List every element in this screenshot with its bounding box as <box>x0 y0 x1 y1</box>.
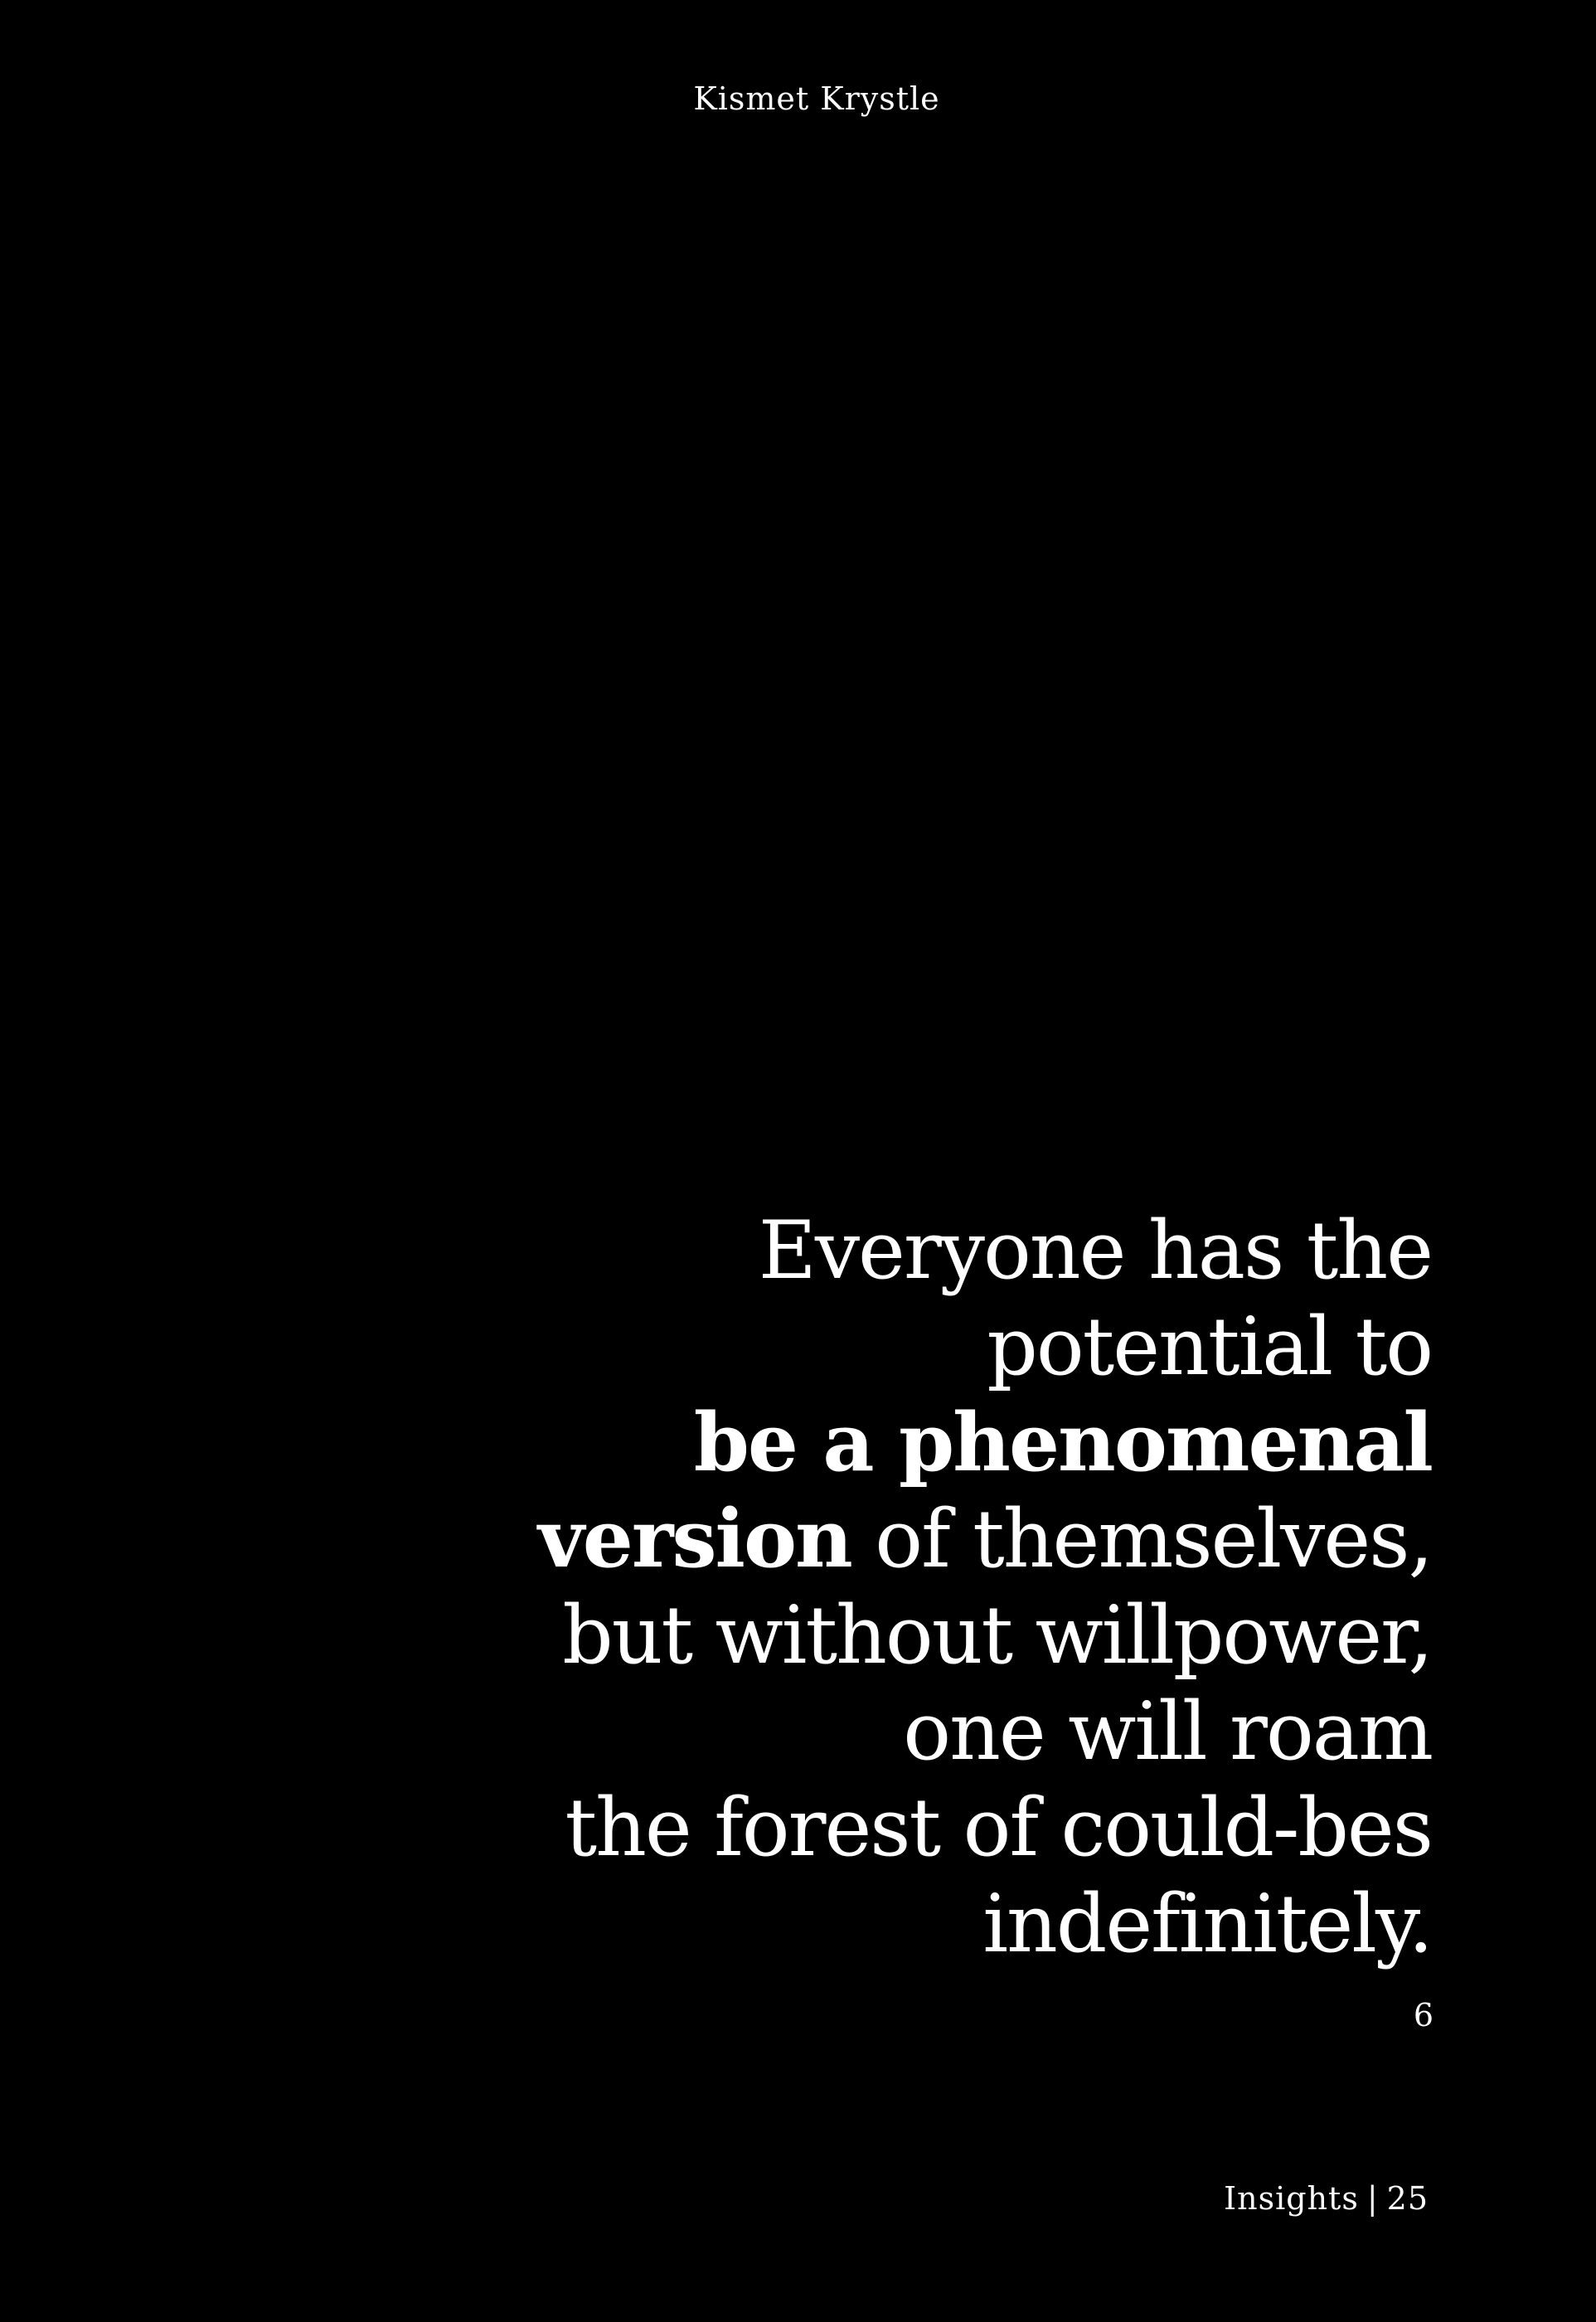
quote-line-3 <box>271 1395 1432 1491</box>
footnote-marker: 6 <box>1413 1997 1433 2033</box>
folio <box>1224 2180 1429 2217</box>
quote-line-2: potential to <box>987 1300 1432 1393</box>
running-head-author: Kismet Krystle <box>693 80 940 117</box>
quote-line-8: indefinitely. <box>982 1878 1432 1970</box>
folio-section: Insights <box>1224 2180 1359 2217</box>
quote-line-4-rest: of themselves, <box>851 1493 1432 1586</box>
quote-line-5: but without willpower, <box>562 1589 1432 1682</box>
quote-emphasis-2: version <box>538 1492 851 1586</box>
quote-emphasis-1: be a phenomenal <box>693 1396 1432 1489</box>
page-number: 25 <box>1386 2180 1429 2217</box>
quote-line-1: Everyone has the <box>758 1204 1432 1297</box>
quote-line-7: the forest of could-bes <box>565 1781 1432 1874</box>
folio-separator: | <box>1366 2180 1379 2217</box>
quote-line-4 <box>271 1491 1432 1587</box>
pull-quote <box>271 1202 1432 1972</box>
quote-line-6: one will roam <box>903 1685 1432 1778</box>
